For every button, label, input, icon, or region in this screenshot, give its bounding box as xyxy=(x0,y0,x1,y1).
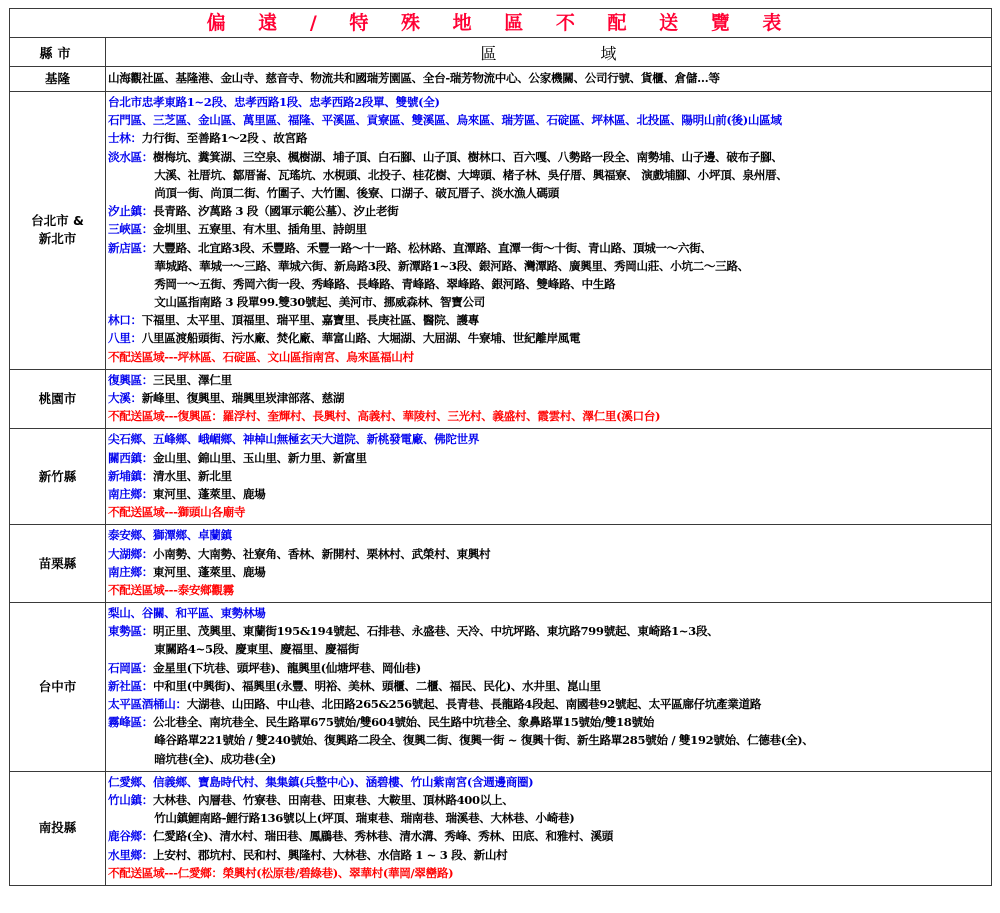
remote-area-entry: 台北市忠孝東路1~2段、忠孝西路1段、忠孝西路2段單、雙號(全) xyxy=(108,95,440,109)
district-label: 士林： xyxy=(108,131,142,146)
area-entry-continued: 竹山鎮鯉南路-鯉行路136號以上(坪頂、瑞東巷、瑞南巷、瑞溪巷、大林巷、小崎巷) xyxy=(154,811,575,826)
area-entry xyxy=(108,389,991,407)
district-areas: 中和里(中興街)、福興里(永豐、明裕、美林、頭櫃、二櫃、福民、民化)、水井里、崑山里 xyxy=(152,678,601,693)
region-row xyxy=(10,603,992,772)
area-list xyxy=(106,603,992,772)
area-entry-continued: 東關路4~5段、慶東里、慶福里、慶福街 xyxy=(154,642,359,657)
no-delivery-entry: 不配送區域---泰安鄉觀霧 xyxy=(108,582,234,597)
region-row xyxy=(10,429,992,525)
area-entry xyxy=(108,563,991,581)
area-entry xyxy=(108,239,991,257)
area-entry xyxy=(108,485,991,503)
exclusion-table xyxy=(9,8,992,886)
area-entry-continued: 秀岡一～五街、秀岡六街一段、秀峰路、長峰路、青峰路、翠峰路、銀河路、雙峰路、中生路 xyxy=(154,276,616,291)
area-entry xyxy=(108,148,991,166)
district-label: 淡水區： xyxy=(108,149,153,164)
district-label: 水里鄉： xyxy=(108,847,153,862)
no-delivery-entry: 不配送區域---復興區：羅浮村、奎輝村、長興村、高義村、華陵村、三光村、義盛村、霞雲村、澤仁里(溪口台) xyxy=(108,409,661,424)
area-list xyxy=(106,525,992,603)
area-entry xyxy=(108,659,991,677)
area-entry-continued: 華城路、華城一～三路、華城六街、新烏路3段、新潭路1~3段、銀河路、灣潭路、廣興里、秀岡山莊、小坑二～三路、 xyxy=(154,258,749,273)
area-entry xyxy=(108,545,991,563)
city-name: 南投縣 xyxy=(10,771,106,885)
district-areas: 新峰里、復興里、瑞興里崁津部落、慈湖 xyxy=(141,391,345,405)
district-label: 南庄鄉： xyxy=(108,564,153,579)
district-label: 汐止鎮： xyxy=(108,204,153,219)
area-list xyxy=(106,429,992,525)
district-label: 太平區酒桶山： xyxy=(108,697,187,711)
remote-area-entry: 梨山、谷關、和平區、東勢林場 xyxy=(108,606,266,621)
area-entry xyxy=(108,449,991,467)
city-name: 苗栗縣 xyxy=(10,525,106,603)
district-areas: 東河里、蓬萊里、鹿場 xyxy=(152,486,266,501)
region-row xyxy=(10,771,992,885)
region-row xyxy=(10,525,992,603)
title-row xyxy=(10,9,992,38)
area-entry xyxy=(108,713,991,731)
area-list xyxy=(106,92,992,370)
area-entry xyxy=(108,622,991,640)
district-areas: 公北巷全、南坑巷全、民生路單675號始/雙604號始、民生路中坑巷全、象鼻路單15號始/雙18號始 xyxy=(152,715,654,730)
city-name: 基隆 xyxy=(10,67,106,92)
district-areas: 下福里、太平里、頂福里、瑞平里、嘉寶里、長庚社區、醫院、護專 xyxy=(141,313,480,328)
city-name: 台北市 & 新北市 xyxy=(10,92,106,370)
district-label: 大溪： xyxy=(108,391,142,405)
area-list xyxy=(106,67,992,92)
remote-area-entry: 尖石鄉、五峰鄉、峨嵋鄉、神棹山無極玄天大道院、新桃發電廠、佛陀世界 xyxy=(108,432,480,447)
area-entry xyxy=(108,311,991,329)
district-label: 林口： xyxy=(108,313,142,328)
district-label: 新店區： xyxy=(108,240,153,255)
no-delivery-entry: 不配送區域---仁愛鄉：榮興村(松原巷/碧綠巷)、翠華村(華岡/翠巒路) xyxy=(108,865,454,880)
area-entry: 山海觀社區、基隆港、金山寺、慈音寺、物流共和國瑞芳園區、全台-瑞芳物流中心、公家機關、公司行號、貨櫃、倉儲…等 xyxy=(108,70,720,85)
area-entry-continued: 峰谷路單221號始 / 雙240號始、復興路二段全、復興二街、復興一街 ~ 復興十街、新生路單285號始 / 雙192號始、仁德巷(全)、 xyxy=(154,733,814,748)
district-areas: 大湖巷、山田路、中山巷、北田路265&256號起、長青巷、長龍路4段起、南國巷92號起、太平區廍仔坑產業道路 xyxy=(186,697,762,711)
city-name: 台中市 xyxy=(10,603,106,772)
district-areas: 八里區渡船頭街、污水廠、焚化廠、華富山路、大堀湖、大屈湖、牛寮埔、世紀離岸風電 xyxy=(141,331,581,346)
district-label: 關西鎮： xyxy=(108,450,153,465)
district-areas: 小南勢、大南勢、社寮角、香林、新開村、栗林村、武榮村、東興村 xyxy=(152,546,491,561)
district-label: 竹山鎮： xyxy=(108,792,153,807)
city-name: 桃園市 xyxy=(10,369,106,429)
district-areas: 三民里、澤仁里 xyxy=(152,372,232,387)
area-entry xyxy=(108,202,991,220)
area-entry-continued: 尚頂一街、尚頂二街、竹圍子、大竹圍、後寮、口湖子、破瓦厝子、淡水漁人碼頭 xyxy=(154,185,559,200)
district-label: 南庄鄉： xyxy=(108,486,153,501)
area-entry xyxy=(108,371,991,389)
district-label: 霧峰區： xyxy=(108,715,153,730)
district-areas: 明正里、茂興里、東蘭街195&194號起、石排巷、永盛巷、天冷、中坑坪路、東坑路799號起、東崎路1~3段、 xyxy=(152,624,719,639)
district-areas: 清水里、新北里 xyxy=(152,468,232,483)
delivery-exclusion-sheet xyxy=(9,8,992,886)
remote-area-entry: 泰安鄉、獅潭鄉、卓蘭鎮 xyxy=(108,528,232,543)
city-name: 新竹縣 xyxy=(10,429,106,525)
district-label: 石岡區： xyxy=(108,660,153,675)
region-rows xyxy=(10,67,992,886)
district-label: 大湖鄉： xyxy=(108,546,153,561)
district-areas: 金圳里、五寮里、有木里、插角里、詩朗里 xyxy=(152,222,367,237)
district-label: 鹿谷鄉： xyxy=(108,829,153,844)
area-entry xyxy=(108,220,991,238)
area-entry-continued: 文山區指南路 3 段單99.雙30號起、美河市、挪威森林、智寶公司 xyxy=(154,295,485,310)
area-entry xyxy=(108,695,991,713)
district-areas: 上安村、郡坑村、民和村、興隆村、大林巷、水信路 1 ~ 3 段、新山村 xyxy=(152,847,508,862)
area-entry xyxy=(108,846,991,864)
area-list xyxy=(106,369,992,429)
district-areas: 大林巷、內層巷、竹寮巷、田南巷、田東巷、大鞍里、頂林路400以上、 xyxy=(152,792,514,807)
remote-area-entry: 石門區、三芝區、金山區、萬里區、福隆、平溪區、貢寮區、雙溪區、烏來區、瑞芳區、石碇區、坪林區、北投區、陽明山前(後)山區域 xyxy=(108,113,782,128)
district-label: 復興區： xyxy=(108,372,153,387)
area-list xyxy=(106,771,992,885)
no-delivery-entry: 不配送區域---獅頭山各廟寺 xyxy=(108,505,246,520)
district-label: 八里： xyxy=(108,331,142,346)
district-areas: 力行街、至善路1～2段 、故宮路 xyxy=(141,131,308,146)
district-areas: 大豐路、北宜路3段、禾豐路、禾豐一路～十一路、松林路、直潭路、直潭一街～十街、青山路、頂城一～六街、 xyxy=(152,240,712,255)
area-entry-continued: 暗坑巷(全)、成功巷(全) xyxy=(154,751,276,766)
area-entry-continued: 大溪、社厝坑、鄒厝崙、瓦瑤坑、水梘頭、北投子、桂花樹、大埤頭、楮子林、吳仔厝、興福寮、 演戲埔腳、小坪頂、泉州厝、 xyxy=(154,167,788,182)
district-areas: 仁愛路(全)、清水村、瑞田巷、鳳鶥巷、秀林巷、清水溝、秀峰、秀林、田底、和雅村、溪頭 xyxy=(152,829,614,844)
region-row xyxy=(10,92,992,370)
header-city: 縣市 xyxy=(10,38,106,67)
area-entry xyxy=(108,467,991,485)
table-title: 偏 遠 / 特 殊 地 區 不 配 送 覽 表 xyxy=(10,9,992,38)
district-areas: 長青路、汐萬路 3 段（國軍示範公墓）、汐止老街 xyxy=(152,204,399,219)
district-label: 新社區： xyxy=(108,678,153,693)
area-entry xyxy=(108,329,991,347)
district-areas: 金山里、錦山里、玉山里、新力里、新富里 xyxy=(152,450,367,465)
district-areas: 東河里、蓬萊里、鹿場 xyxy=(152,564,266,579)
district-label: 東勢區： xyxy=(108,624,153,639)
area-entry xyxy=(108,791,991,809)
remote-area-entry: 仁愛鄉、信義鄉、寶島時代村、集集鎮(兵整中心)、涵碧樓、竹山紫南宮(含週邊商圈) xyxy=(108,774,534,789)
district-areas: 金星里(下坑巷、頭坪巷)、龍興里(仙塘坪巷、岡仙巷) xyxy=(152,660,421,675)
header-area: 區 域 xyxy=(106,38,992,67)
header-row xyxy=(10,38,992,67)
area-entry xyxy=(108,129,991,147)
no-delivery-entry: 不配送區域---坪林區、石碇區、文山區指南宮、烏來區福山村 xyxy=(108,349,414,364)
area-entry xyxy=(108,677,991,695)
region-row xyxy=(10,369,992,429)
district-areas: 樹梅坑、糞箕湖、三空泉、楓樹湖、埔子頂、白石腳、山子頂、樹林口、百六嘎、八勢路一段全、南勢埔、山子邊、破布子腳、 xyxy=(152,149,783,164)
area-entry xyxy=(108,827,991,845)
district-label: 三峽區： xyxy=(108,222,153,237)
district-label: 新埔鎮： xyxy=(108,468,153,483)
region-row xyxy=(10,67,992,92)
